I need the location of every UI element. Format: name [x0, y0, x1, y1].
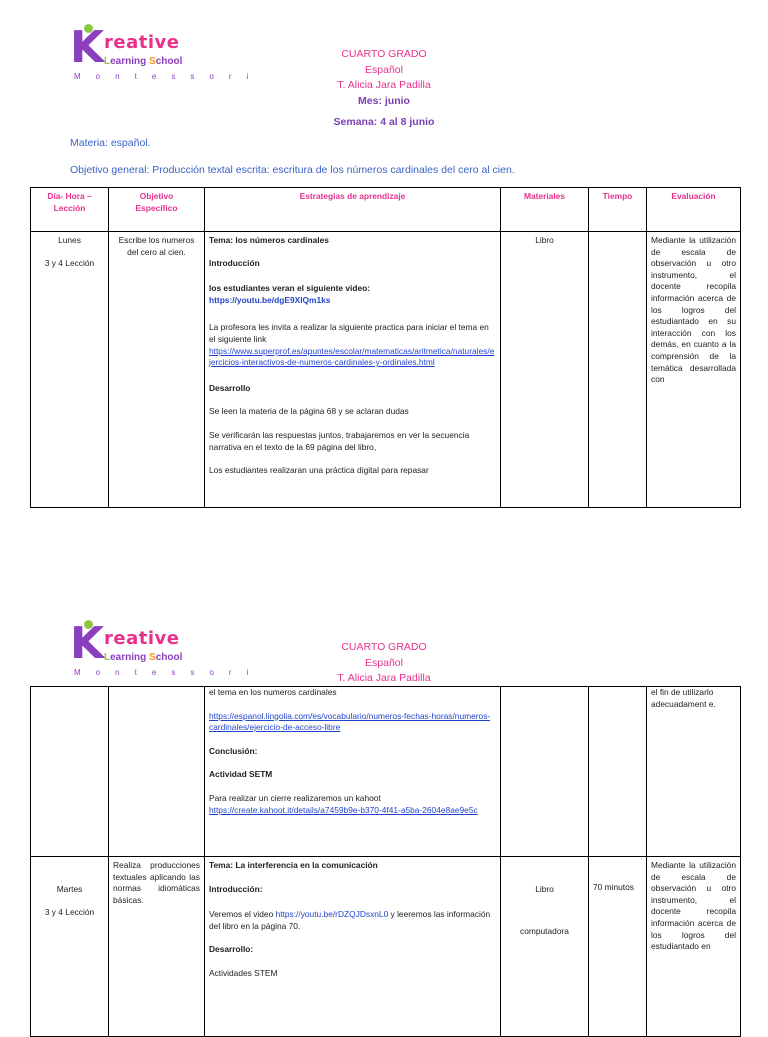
lesson-table-2	[30, 686, 741, 1037]
logo-learning: Learning School	[104, 56, 183, 67]
table-row	[31, 857, 741, 1037]
dia-cell: Martes 3 y 4 Lección	[31, 857, 109, 1037]
week-label: Semana: 4 al 8 junio	[333, 116, 435, 128]
logo-letter: K	[70, 618, 105, 669]
subject-label: Español	[365, 656, 403, 669]
page-header	[0, 640, 768, 687]
materiales-cell: Libro	[501, 232, 589, 508]
objetivo-cell: Realiza producciones textuales aplicando las normas idiomáticas básicas.	[109, 857, 205, 1037]
objetivo-general: Objetivo general: Producción textal escrita: escritura de los números cardinales del cero al cien.	[70, 164, 515, 176]
evaluacion-cell: Mediante la utilización de escala de observación u otro instrumento, el docente recopila información acerca de los logros del estudiantado en su interacción con los demás, en cuanto a la comprensión de la temática desarrollada con	[647, 232, 741, 508]
estrategias-cell: Tema: La interferencia en la comunicación Introducción: Veremos el video https://youtu.be/rDZQJDsxnL0 y leeremos las información del libro en la página 70. Desarrollo: Actividades STEM	[205, 857, 501, 1037]
logo-word: reative	[104, 32, 180, 53]
tiempo-cell: 70 minutos	[589, 857, 647, 1037]
subject-label: Español	[365, 63, 403, 76]
header-tiempo: Tiempo	[589, 188, 647, 232]
tiempo-cell	[589, 687, 647, 857]
objetivo-cell	[109, 687, 205, 857]
lesson-table-1	[30, 187, 741, 508]
superprof-link[interactable]: https://www.superprof.es/apuntes/escolar/matematicas/aritmetica/naturales/ejercicios-interactivos-de-numeros-cardinales-y-ordinales.html	[209, 345, 495, 368]
logo-letter: K	[70, 22, 105, 73]
logo-subtitle: M o n t e s s o r i	[74, 72, 255, 81]
page-header	[0, 47, 768, 131]
estrategias-cell: Tema: los números cardinales Introducción los estudiantes veran el siguiente video: https://youtu.be/dgE9XIQm1ks La profesora les invita a realizar la siguiente practica para iniciar el tema en el siguiente link https://www.superprof.es/apuntes/escolar/matematicas/aritmetica/naturales/ejercicios-interactivos-de-numeros-cardinales-y-ordinales.html Desarrollo Se leen la materia de la página 68 y se aclaran dudas Se verificarán las respuestas juntos, trabajaremos en ver la secuencia narrativa en el texto de la 69 página del libro, Los estudiantes realizaran una práctica digital para repasar	[205, 232, 501, 508]
objetivo-cell: Escribe los numeros del cero al cien.	[109, 232, 205, 508]
table-row	[31, 232, 741, 508]
teacher-label: T. Alicia Jara Padilla	[337, 79, 431, 91]
grade-label: CUARTO GRADO	[341, 48, 427, 60]
logo-subtitle: M o n t e s s o r i	[74, 668, 255, 677]
header-evaluacion: Evaluación	[647, 188, 741, 232]
video-link[interactable]: https://youtu.be/dgE9XIQm1ks	[209, 294, 331, 305]
lingolia-link[interactable]: https://espanol.lingolia.com/es/vocabulario/numeros-fechas-horas/numeros-cardinales/ejercicio-de-acceso-libre	[209, 710, 491, 733]
header-objetivo: Objetivo Específico	[109, 188, 205, 232]
materiales-cell	[501, 687, 589, 857]
teacher-label: T. Alicia Jara Padilla	[337, 672, 431, 684]
kahoot-link[interactable]: https://create.kahoot.it/details/a7459b9e-b370-4f41-a5ba-2604e8ae9e5c	[209, 804, 478, 815]
materiales-cell: Libro computadora	[501, 857, 589, 1037]
table-row	[31, 687, 741, 857]
evaluacion-cell: el fin de utilizarlo adecuadament e.	[647, 687, 741, 857]
estrategias-cell: el tema en los numeros cardinales https://espanol.lingolia.com/es/vocabulario/numeros-fechas-horas/numeros-cardinales/ejercicio-de-acceso-libre Conclusión: Actividad SETM Para realizar un cierre realizaremos un kahoot https://create.kahoot.it/details/a7459b9e-b370-4f41-a5ba-2604e8ae9e5c	[205, 687, 501, 857]
month-label: Mes: junio	[358, 94, 410, 107]
logo-word: reative	[104, 628, 180, 649]
dia-cell	[31, 687, 109, 857]
dia-cell: Lunes 3 y 4 Lección	[31, 232, 109, 508]
header-estrategias: Estrategias de aprendizaje	[205, 188, 501, 232]
materia-label: Materia: español.	[70, 137, 151, 149]
evaluacion-cell: Mediante la utilización de escala de observación u otro instrumento, el docente recopila información acerca de los logros del estudiantado en	[647, 857, 741, 1037]
page-1	[0, 0, 768, 512]
logo-learning: Learning School	[104, 652, 183, 663]
grade-label: CUARTO GRADO	[341, 641, 427, 653]
page-2	[0, 600, 768, 1024]
tiempo-cell	[589, 232, 647, 508]
video-link[interactable]: https://youtu.be/rDZQJDsxnL0	[275, 909, 389, 920]
header-materiales: Materiales	[501, 188, 589, 232]
header-dia: Día- Hora – Lección	[31, 188, 109, 232]
